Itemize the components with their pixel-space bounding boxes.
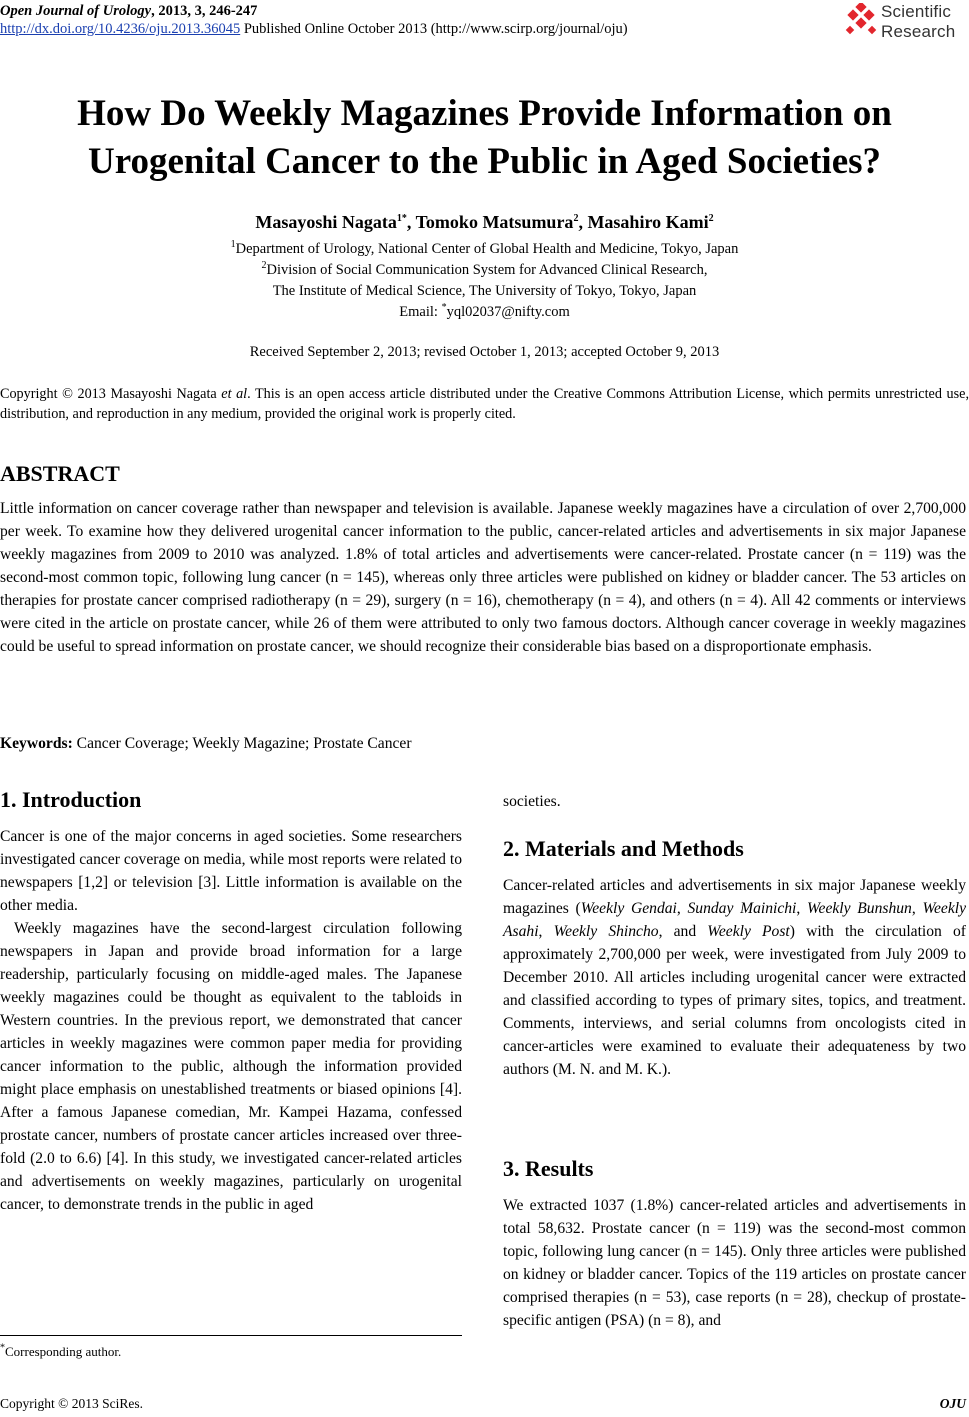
abstract-text: Little information on cancer coverage rather than newspaper and television is available. Japanese weekly magazines have a circulation of over 2,700,000 per week. To examine how they delivered urogenital cancer information to the public, cancer-related articles and advertisements in six major Japanese weekly magazines from 2009 to 2010 was analyzed. 1.8% of total articles and advertisements were cancer-related. Prostate cancer (n = 119) was the second-most common topic, following lung cancer (n = 145), whereas only three articles were published on kidney or bladder cancer. The 53 articles on therapies for prostate cancer comprised radiotherapy (n = 29), surgery (n = 16), chemotherapy (n = 4), and others (n = 4). All 42 comments or interviews were cited in the article on prostate cancer, while 26 of them were attributed to only two famous doctors. Although cancer coverage in weekly magazines could be useful to spread information on prostate cancer, we should recognize their considerable bias based on a disproportionate emphasis. (0, 500, 966, 655)
doi-link[interactable]: http://dx.doi.org/10.4236/oju.2013.36045 (0, 21, 241, 37)
footer-journal-abbrev: OJU (939, 1396, 966, 1411)
author-2-sup: 2 (573, 213, 579, 224)
title-line-1: How Do Weekly Magazines Provide Information on (77, 93, 892, 134)
email-sup: * (441, 302, 447, 314)
sep-4: , (538, 923, 554, 940)
author-1: Masayoshi Nagata (255, 212, 397, 232)
intro-heading: 1. Introduction (0, 787, 142, 812)
affiliation-2b: The Institute of Medical Science, The University of Tokyo, Tokyo, Japan (272, 283, 697, 299)
intro-paragraph-2: Weekly magazines have the second-largest circulation following newspapers in Japan and provide broad information for a large readership, particularly focusing on middle-aged males. The Japanese weekly magazines could be thought as equivalent to the tabloids in Western countries. In the previous report, we demonstrated that cancer articles in weekly magazines were common paper media for providing cancer information to the public, although the information provided might place emphasis on unestablished treatments or biased opinions [4]. After a famous Japanese comedian, Mr. Kampei Hazama, confessed prostate cancer, numbers of prostate cancer articles increased over three-fold (2.0 to 6.6) [4]. In this study, we investigated cancer-related articles and advertisements on weekly magazines, particularly on urogenital cancer, to demonstrate trends in the public in aged (0, 920, 462, 1213)
author-1-sup: 1* (396, 213, 407, 224)
copyright-etal: et al (221, 386, 248, 402)
methods-heading: 2. Materials and Methods (503, 836, 744, 861)
magazine-4: Weekly Asahi (503, 900, 967, 940)
received-dates: Received September 2, 2013; revised October 1, 2013; accepted October 9, 2013 (249, 344, 720, 360)
footnote-text: Corresponding author. (5, 1344, 122, 1359)
sep-1: , (676, 900, 688, 917)
methods-text-2: ) with the circulation of approximately 2,700,000 per week, were investigated from July 2009 to December 2010. All articles including urogenital cancer were extracted and classified according to types of primary sites, topics, and treatment. Comments, interviews, and serial columns from oncologists cited in cancer-articles were examined to evaluate their adequateness by two authors (M. N. and M. K.). (503, 923, 966, 1078)
footnote-rule (0, 1335, 462, 1336)
magazine-6: Weekly Post (707, 923, 790, 940)
intro-paragraph-2-continued: societies. (503, 793, 561, 810)
copyright-post: . This is an open access article distributed under the Creative Commons Attribution License, which permits unrestricted use, distribution, and reproduction in any medium, provided the original work is properly cited. (0, 386, 969, 422)
keywords-label: Keywords: (0, 735, 73, 752)
methods-text-1: Cancer-related articles and advertisements in six major Japanese weekly magazines ( (503, 877, 966, 917)
title-line-2: Urogenital Cancer to the Public in Aged Societies? (87, 141, 882, 182)
magazine-5: Weekly Shincho (553, 923, 659, 940)
magazine-3: Weekly Bunshun (806, 900, 912, 917)
magazine-1: Weekly Gendai (580, 900, 677, 917)
volume-info: , 2013, 3, 246-247 (151, 3, 258, 19)
abstract-heading: ABSTRACT (0, 461, 120, 486)
affiliation-2-text: Division of Social Communication System for Advanced Clinical Research, (266, 262, 708, 278)
footnote-sup: * (0, 1342, 5, 1354)
magazine-2: Sunday Mainichi (687, 900, 797, 917)
paper-title (0, 90, 969, 186)
keywords-text: Cancer Coverage; Weekly Magazine; Prostate Cancer (72, 735, 412, 752)
author-list (0, 212, 969, 233)
intro-paragraph-1: Cancer is one of the major concerns in aged societies. Some researchers investigated cancer coverage on media, while most reports were related to newspapers [1,2] or television [3]. Little information is available on the other media. (0, 828, 462, 914)
sep-5: , and (658, 923, 708, 940)
affiliation-1-text: Department of Urology, National Center of Global Health and Medicine, Tokyo, Japan (235, 241, 739, 257)
sep-2: , (796, 900, 807, 917)
sep-3: , (911, 900, 923, 917)
results-paragraph: We extracted 1037 (1.8%) cancer-related articles and advertisements in total 58,632. Prostate cancer (n = 119) was the second-most common topic, following lung cancer (n = 145). Only three articles were published on kidney or bladder cancer. Topics of the 119 articles on prostate cancer comprised therapies (n = 53), case reports (n = 28), checkup of prostate-specific antigen (PSA) (n = 8), and (503, 1197, 966, 1329)
email-label: Email: (399, 304, 442, 320)
email-line (0, 302, 969, 322)
journal-name: Open Journal of Urology (0, 3, 152, 19)
footnote (0, 1344, 121, 1360)
affiliation-1-sup: 1 (230, 239, 236, 251)
affiliation-2-sup: 2 (261, 260, 267, 272)
logo-text-bottom: Research (881, 22, 956, 41)
methods-paragraph (503, 874, 966, 1081)
author-3: , Masahiro Kami (578, 212, 709, 232)
affiliation-1 (0, 239, 969, 259)
keywords (0, 732, 412, 755)
copyright-notice (0, 384, 969, 424)
page-footer (0, 1396, 966, 1412)
publisher-logo (843, 2, 963, 42)
logo-mark-icon (843, 3, 879, 41)
copyright-pre: Copyright © 2013 Masayoshi Nagata (0, 386, 222, 402)
affiliation-2 (0, 260, 969, 280)
logo-text-top: Scientific (881, 2, 952, 21)
author-2: , Tomoko Matsumura (406, 212, 574, 232)
published-info: Published Online October 2013 (http://www.scirp.org/journal/oju) (240, 21, 628, 37)
email-address[interactable]: yql02037@nifty.com (446, 304, 570, 320)
author-3-sup: 2 (708, 213, 714, 224)
running-header (0, 2, 628, 38)
footer-copyright: Copyright © 2013 SciRes. (0, 1396, 144, 1411)
results-heading: 3. Results (503, 1156, 594, 1181)
